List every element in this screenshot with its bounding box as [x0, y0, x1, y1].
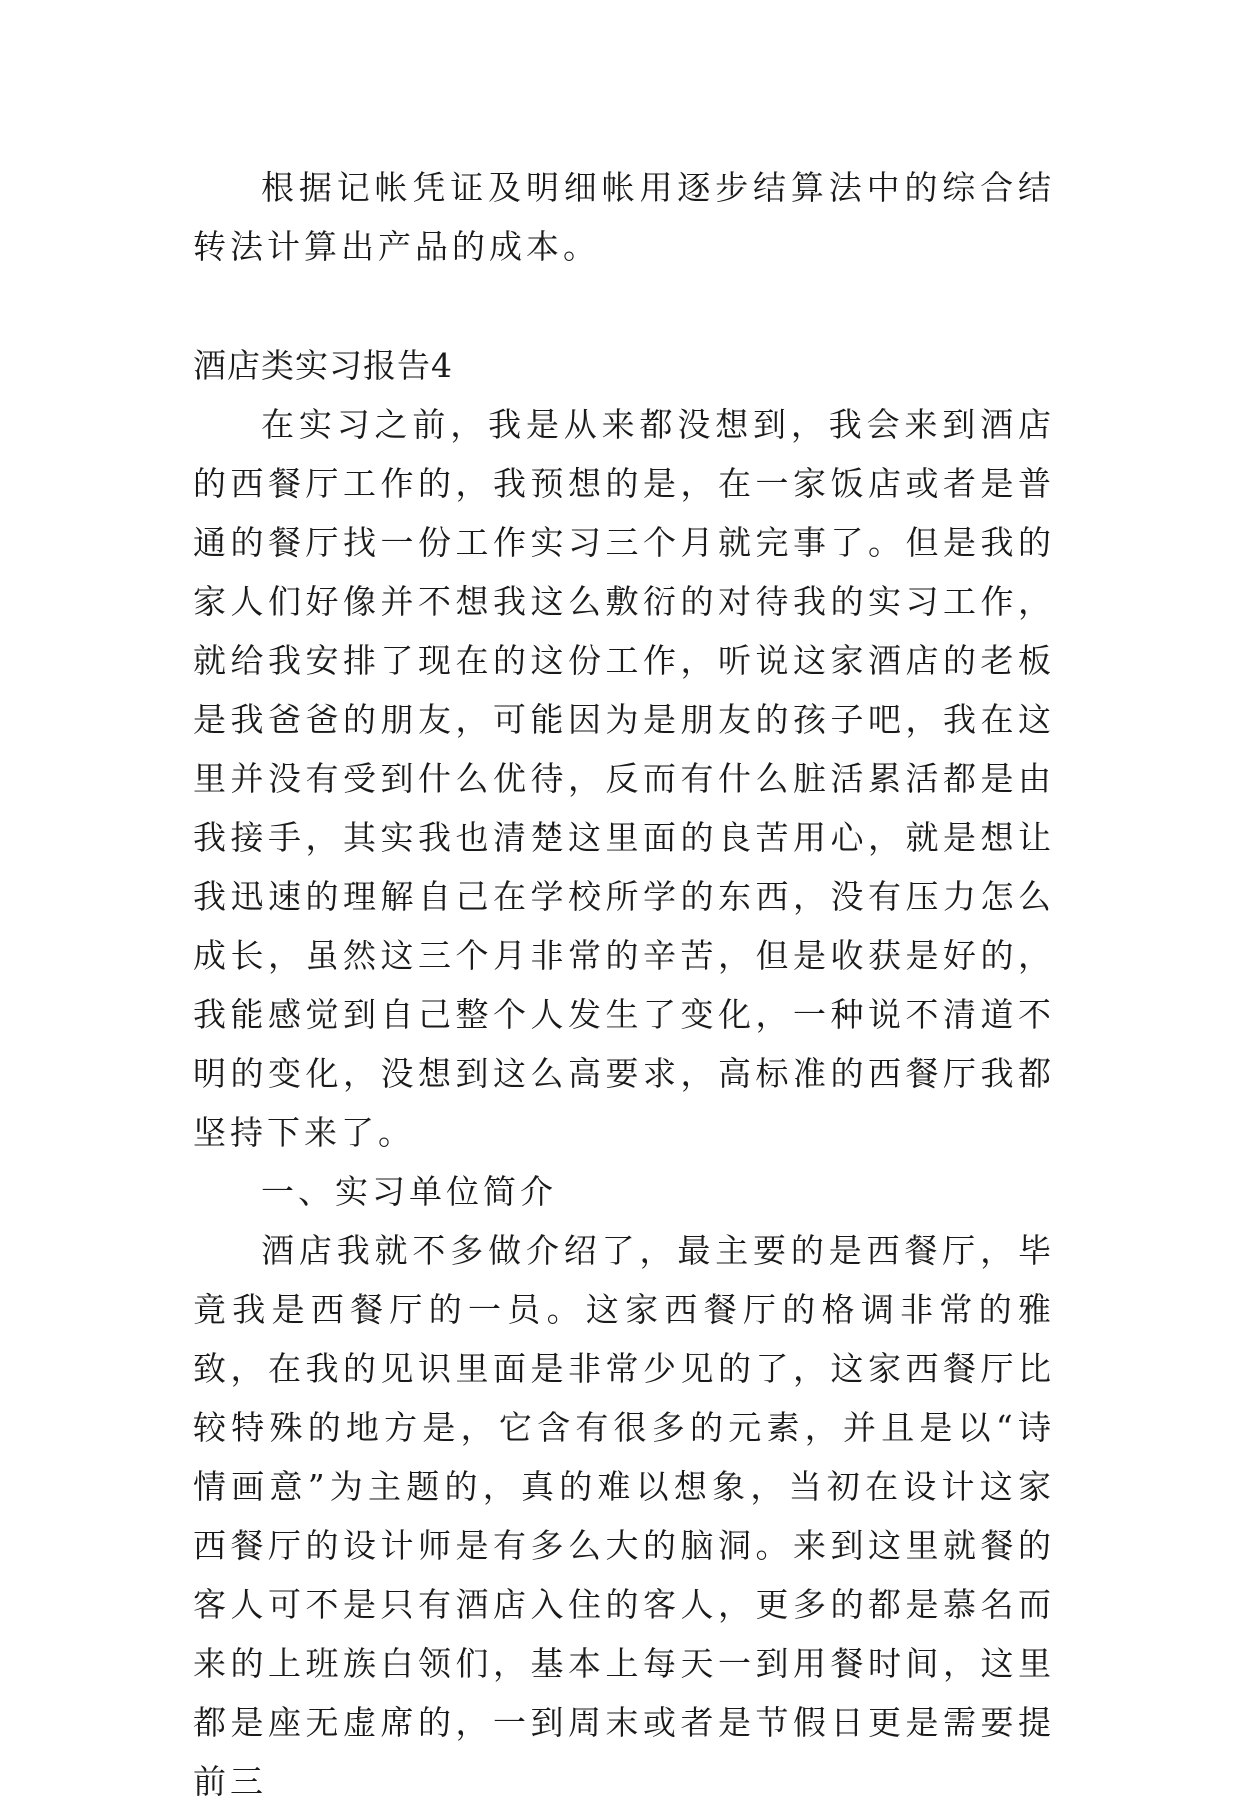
body-paragraph-2: 酒店我就不多做介绍了，最主要的是西餐厅，毕竟我是西餐厅的一员。这家西餐厅的格调非常的雅致，在我的见识里面是非常少见的了，这家西餐厅比较特殊的地方是，它含有很多的元素，并且是以“诗情画意”为主题的，真的难以想象，当初在设计这家西餐厅的设计师是有多么大的脑洞。来到这里就餐的客人可不是只有酒店入住的客人，更多的都是慕名而来的上班族白领们，基本上每天一到用餐时间，这里都是座无虚席的，一到周末或者是节假日更是需要提前三: [193, 1231, 1055, 1801]
document-body: [193, 158, 1055, 1811]
intro-paragraph: 根据记帐凭证及明细帐用逐步结算法中的综合结转法计算出产品的成本。: [193, 168, 1055, 266]
body-paragraph-1: 在实习之前，我是从来都没想到，我会来到酒店的西餐厅工作的，我预想的是，在一家饭店或者是普通的餐厅找一份工作实习三个月就完事了。但是我的家人们好像并不想我这么敷衍的对待我的实习工作，就给我安排了现在的这份工作，听说这家酒店的老板是我爸爸的朋友，可能因为是朋友的孩子吧，我在这里并没有受到什么优待，反而有什么脏活累活都是由我接手，其实我也清楚这里面的良苦用心，就是想让我迅速的理解自己在学校所学的东西，没有压力怎么成长，虽然这三个月非常的辛苦，但是收获是好的，我能感觉到自己整个人发生了变化，一种说不清道不明的变化，没想到这么高要求，高标准的西餐厅我都坚持下来了。: [193, 405, 1055, 1152]
section-title-unit-intro: 一、实习单位简介: [261, 1172, 557, 1211]
report-heading: 酒店类实习报告4: [193, 346, 453, 385]
paragraph-spacer: [193, 276, 1055, 336]
